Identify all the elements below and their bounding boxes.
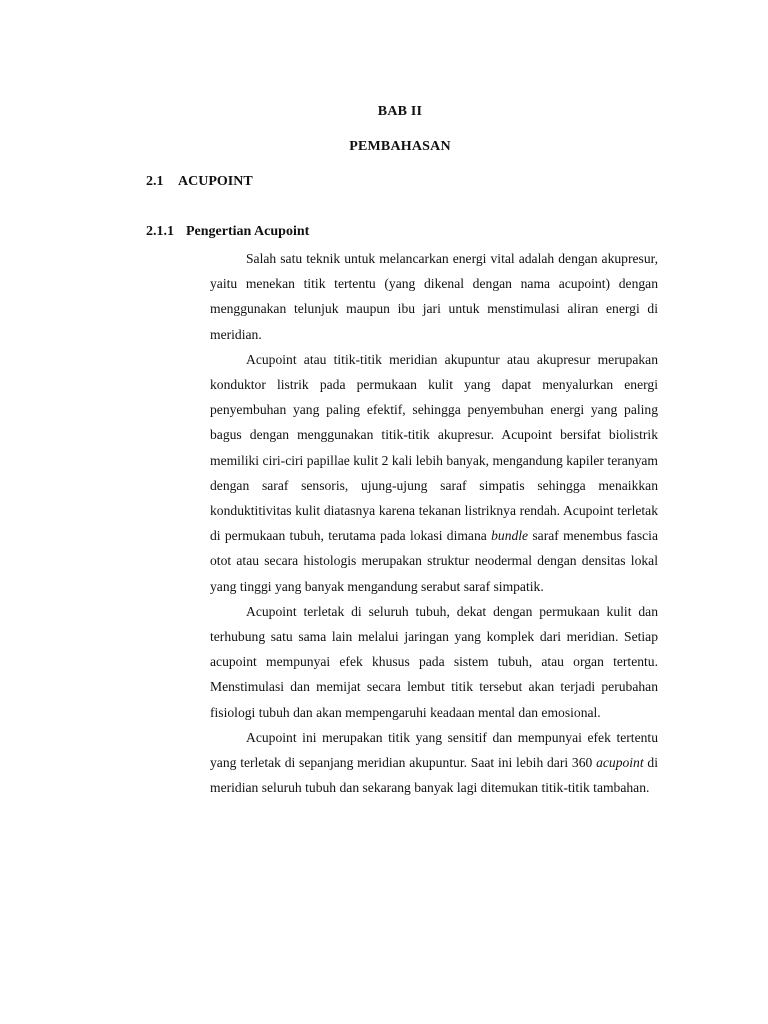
paragraph-text: Acupoint ini merupakan titik yang sensitif dan mempunyai efek tertentu yang terletak di sepanjang meridian akupuntur. Saat ini lebih dari 360 [210, 729, 658, 771]
section-title: ACUPOINT [178, 174, 253, 189]
section-heading [146, 174, 253, 190]
paragraph-3 [210, 599, 658, 725]
body-text [210, 246, 658, 800]
paragraph-text: Acupoint terletak di seluruh tubuh, dekat dengan permukaan kulit dan terhubung satu sama lain melalui jaringan yang komplek dari meridian. Setiap acupoint mempunyai efek khusus pada sistem tubuh, atau organ tertentu. Menstimulasi dan memijat secara lembut titik tersebut akan terjadi perubahan fisiologi tubuh dan akan mempengaruhi keadaan mental dan emosional. [210, 603, 658, 720]
section-number: 2.1 [146, 174, 164, 189]
subsection-number: 2.1.1 [146, 224, 174, 239]
paragraph-text: di meridian seluruh tubuh dan sekarang banyak lagi ditemukan titik-titik tambahan. [210, 755, 658, 796]
paragraph-text: Acupoint atau titik-titik meridian akupuntur atau akupresur merupakan konduktor listrik pada permukaan kulit yang dapat menyalurkan energi penyembuhan yang paling efektif, sehingga penyembuhan energi yang paling bagus dengan menggunakan titik-titik akupresur. Acupoint bersifat biolistrik memiliki ciri-ciri papillae kulit 2 kali lebih banyak, mengandung kapiler teranyam dengan saraf sensoris, ujung-ujung saraf simpatis sehingga menaikkan konduktitivitas kulit diatasnya karena tekanan listriknya rendah. Acupoint terletak di permukaan tubuh, terutama pada lokasi dimana [210, 351, 658, 544]
chapter-heading: BAB II [377, 104, 423, 119]
paragraph-2 [210, 347, 658, 599]
paragraph-4 [210, 725, 658, 801]
chapter-title: PEMBAHASAN [349, 139, 451, 154]
paragraph-1 [210, 246, 658, 347]
paragraph-text: saraf menembus fascia otot atau secara histologis merupakan struktur neodermal dengan densitas lokal yang tinggi yang banyak mengandung serabut saraf simpatik. [210, 528, 658, 594]
italic-term: acupoint [596, 755, 644, 771]
paragraph-text: Salah satu teknik untuk melancarkan energi vital adalah dengan akupresur, yaitu menekan titik tertentu (yang dikenal dengan nama acupoint) dengan menggunakan telunjuk maupun ibu jari untuk menstimulasi aliran energi di meridian. [210, 251, 658, 342]
subsection-heading [146, 224, 309, 240]
subsection-title: Pengertian Acupoint [186, 224, 310, 239]
italic-term: bundle [491, 528, 529, 544]
